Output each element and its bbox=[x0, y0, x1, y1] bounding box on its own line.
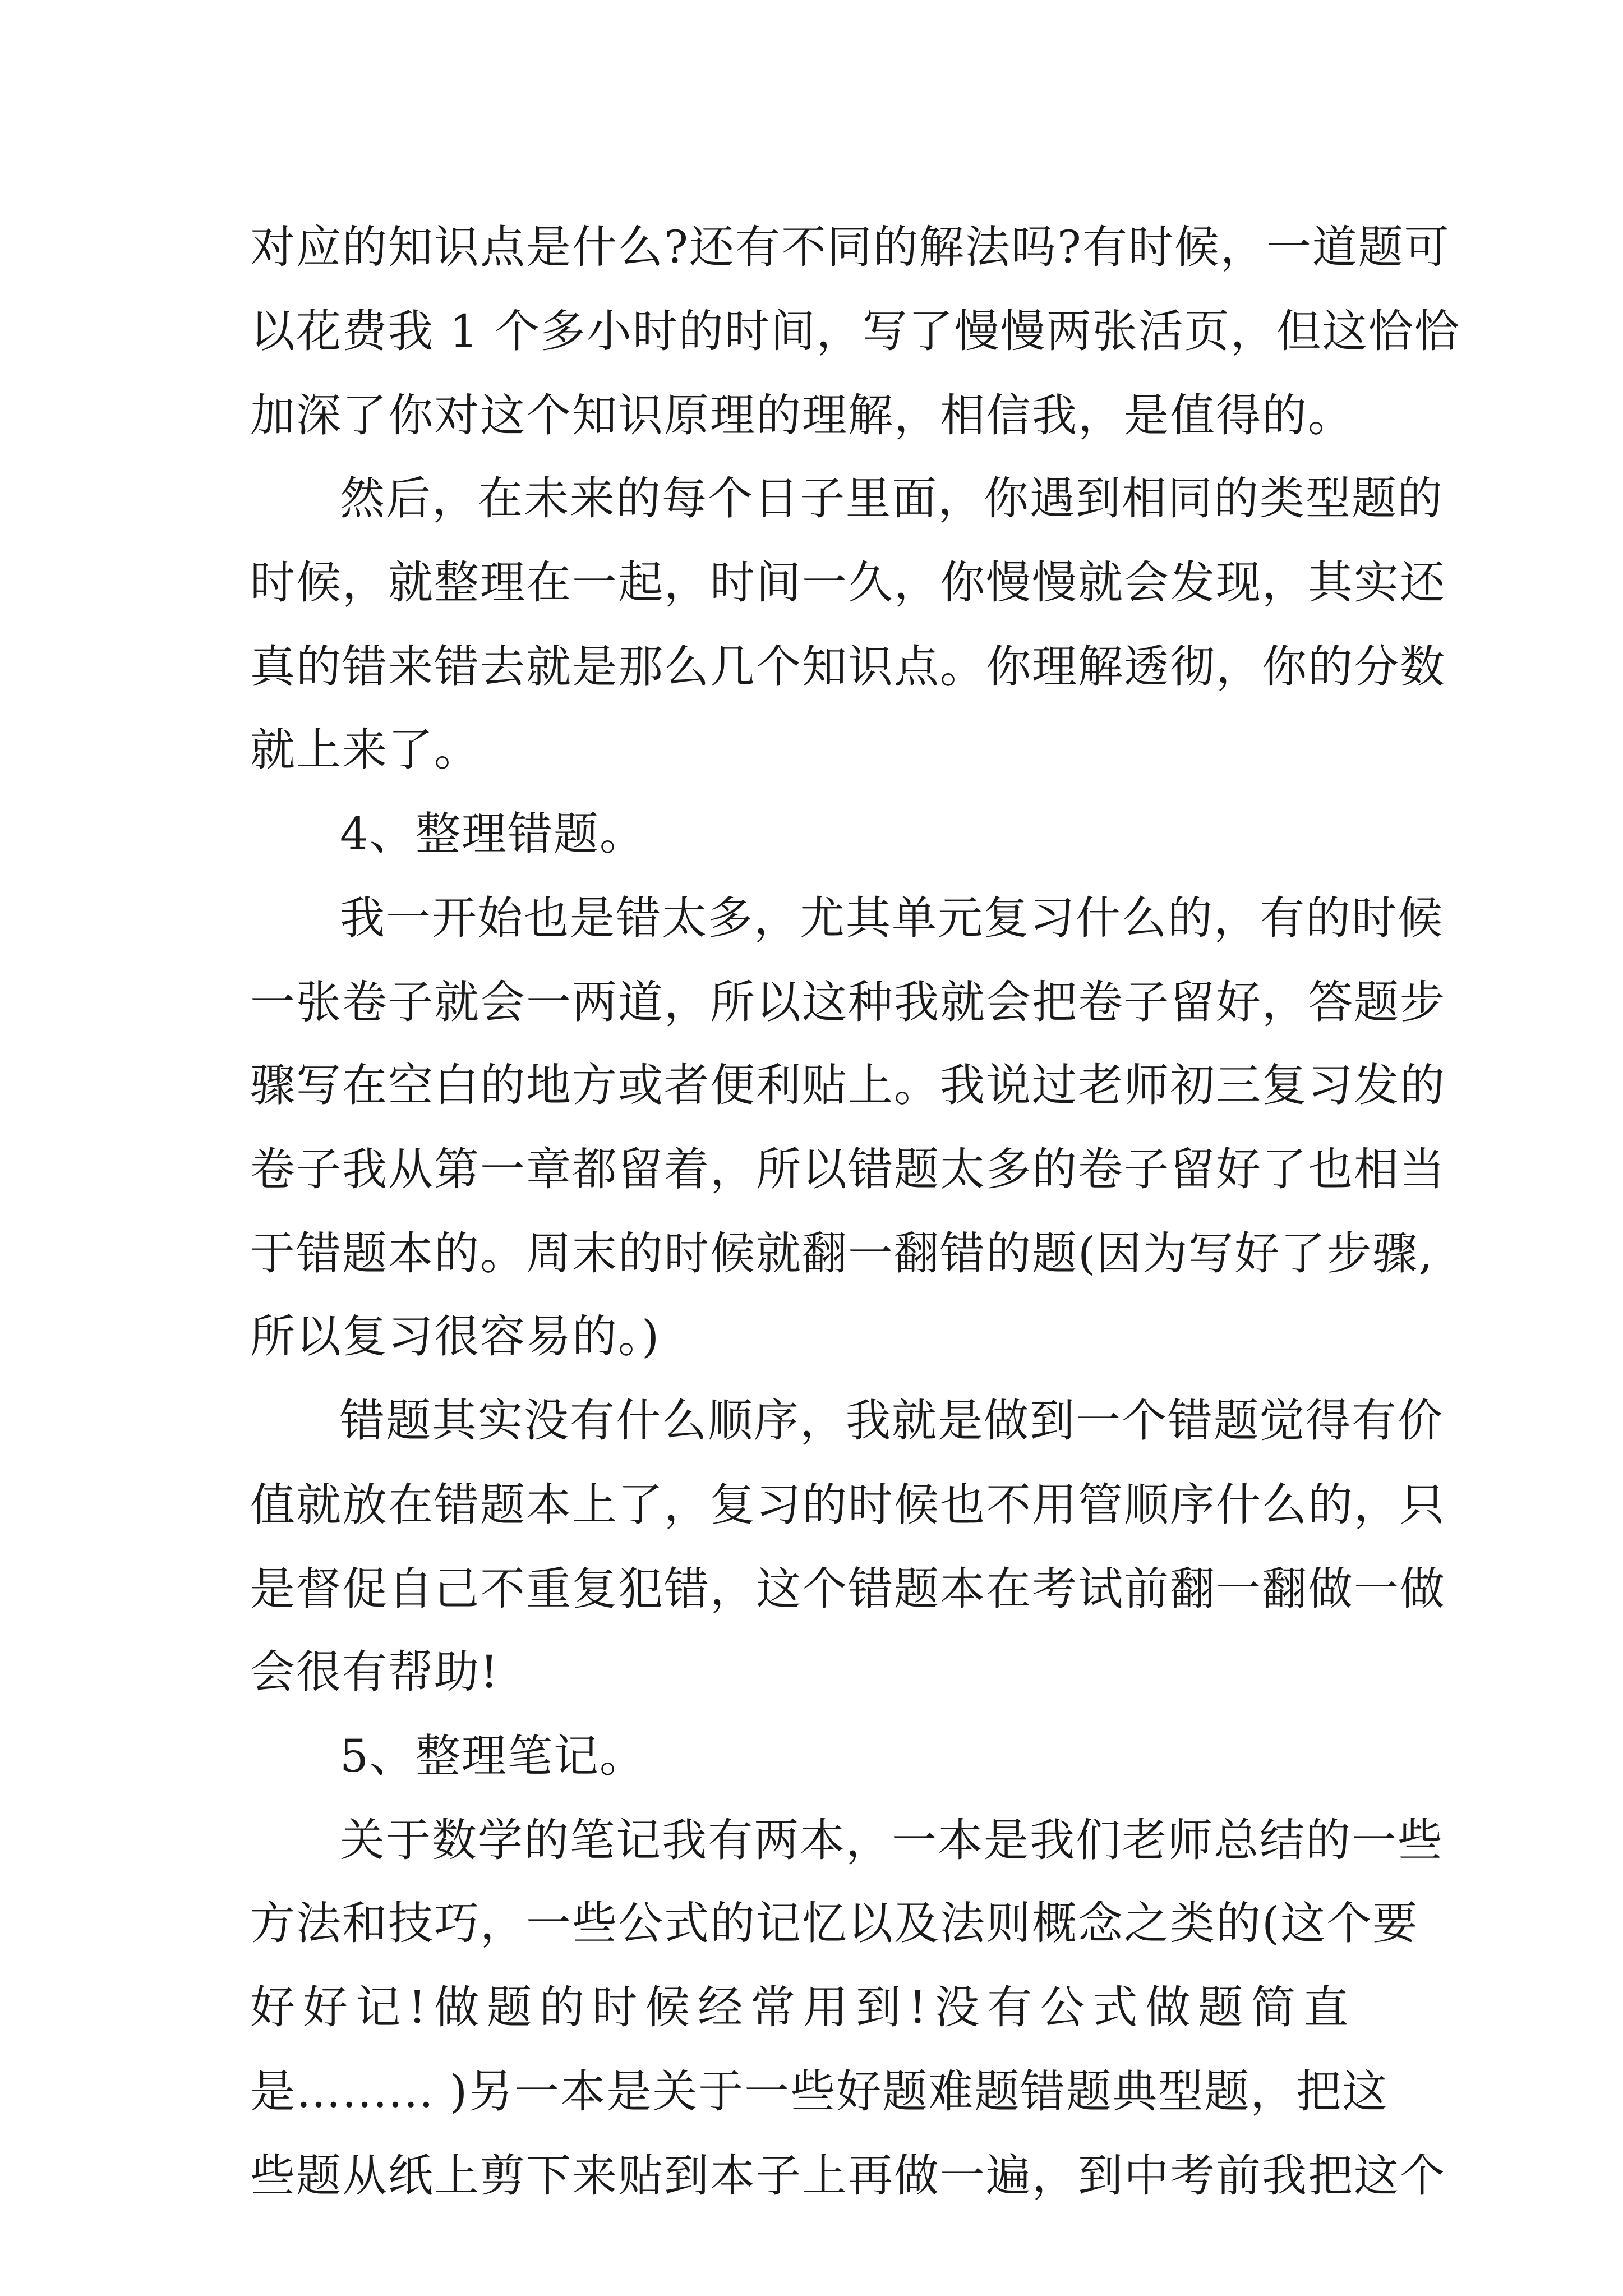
paragraph-line: 错题其实没有什么顺序，我就是做到一个错题觉得有价 bbox=[340, 1395, 1444, 1447]
paragraph-line: 于错题本的。周末的时候就翻一翻错的题(因为写好了步骤, bbox=[250, 1227, 1434, 1280]
paragraph-line: 些题从纸上剪下来贴到本子上再做一遍，到中考前我把这个 bbox=[250, 2150, 1446, 2202]
paragraph-line: 对应的知识点是什么?还有不同的解法吗?有时候，一道题可 bbox=[250, 221, 1450, 273]
paragraph-line: 卷子我从第一章都留着，所以错题太多的卷子留好了也相当 bbox=[250, 1143, 1446, 1195]
paragraph-line: 以花费我 1 个多小时的时间，写了慢慢两张活页，但这恰恰 bbox=[250, 305, 1460, 357]
paragraph-line: 好好记!做题的时候经常用到!没有公式做题简直 bbox=[250, 1981, 1357, 2033]
paragraph-line: 真的错来错去就是那么几个知识点。你理解透彻，你的分数 bbox=[250, 641, 1446, 693]
paragraph-line: 关于数学的笔记我有两本，一本是我们老师总结的一些 bbox=[340, 1814, 1444, 1866]
paragraph-line: 是督促自己不重复犯错，这个错题本在考试前翻一翻做一做 bbox=[250, 1563, 1446, 1615]
paragraph-line: 所以复习很容易的。) bbox=[250, 1310, 661, 1363]
paragraph-line: 方法和技巧，一些公式的记忆以及法则概念之类的(这个要 bbox=[250, 1897, 1419, 1949]
paragraph-line: 然后，在未来的每个日子里面，你遇到相同的类型题的 bbox=[340, 472, 1444, 524]
paragraph-line: 加深了你对这个知识原理的理解，相信我，是值得的。 bbox=[250, 389, 1354, 441]
section-heading: 5、整理笔记。 bbox=[340, 1730, 645, 1782]
paragraph-line: 骤写在空白的地方或者便利贴上。我说过老师初三复习发的 bbox=[250, 1059, 1446, 1111]
paragraph-line: 我一开始也是错太多，尤其单元复习什么的，有的时候 bbox=[340, 892, 1444, 944]
paragraph-line: 值就放在错题本上了，复习的时候也不用管顺序什么的，只 bbox=[250, 1479, 1446, 1531]
section-heading: 4、整理错题。 bbox=[340, 808, 645, 860]
paragraph-line: 时候，就整理在一起，时间一久，你慢慢就会发现，其实还 bbox=[250, 556, 1446, 609]
paragraph-line: 会很有帮助! bbox=[250, 1646, 500, 1698]
paragraph-line: 是…...... )另一本是关于一些好题难题错题典型题，把这 bbox=[250, 2065, 1389, 2118]
paragraph-line: 就上来了。 bbox=[250, 724, 480, 776]
paragraph-line: 一张卷子就会一两道，所以这种我就会把卷子留好，答题步 bbox=[250, 976, 1446, 1028]
